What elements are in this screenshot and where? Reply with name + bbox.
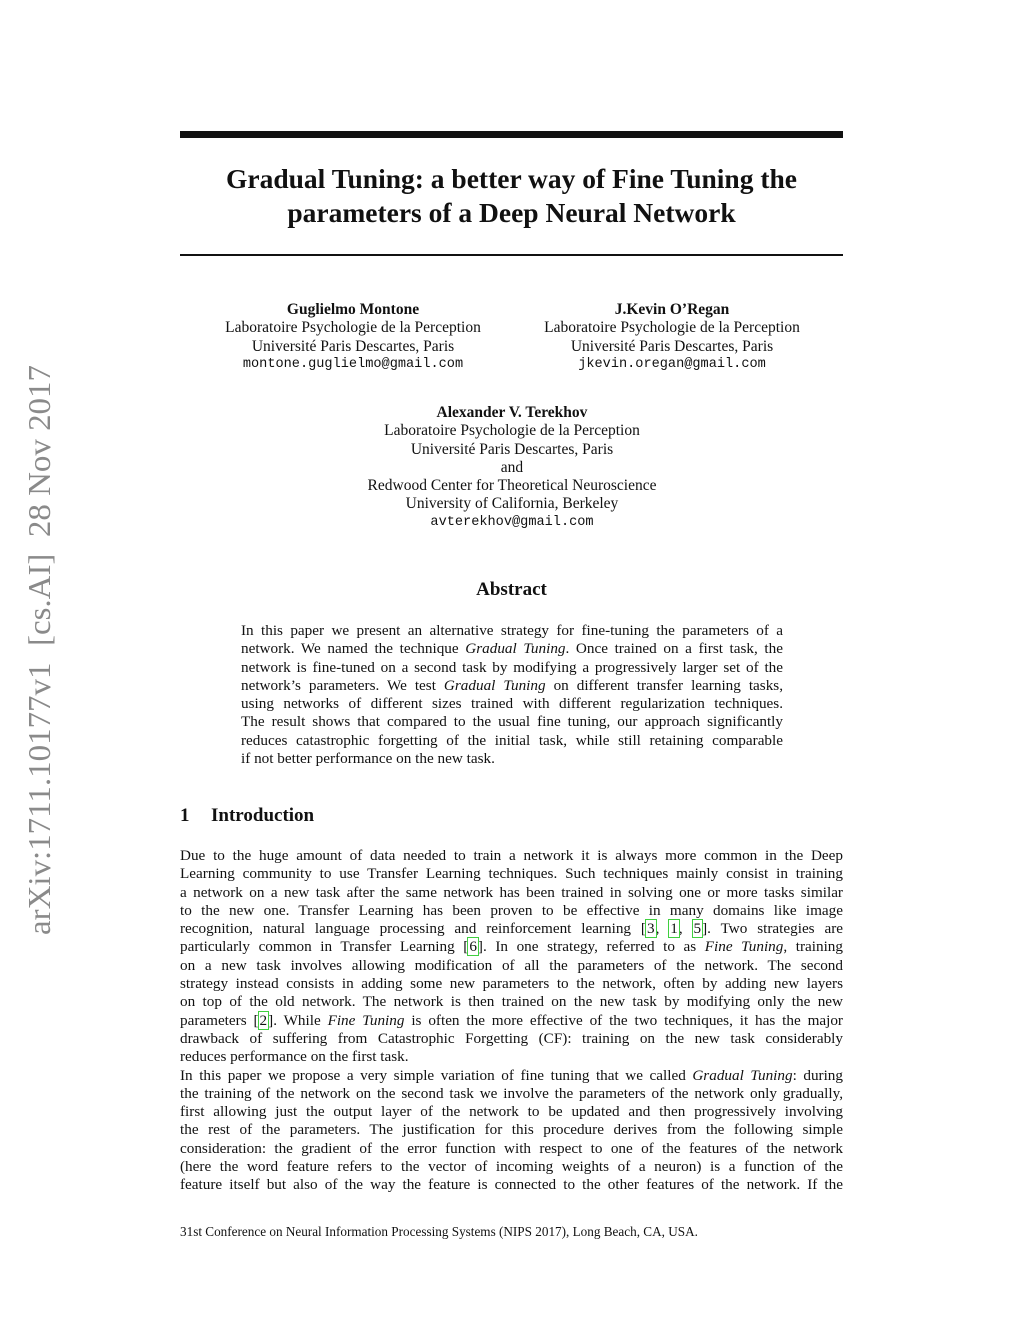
text-line: network’s parameters. We test Gradual Tuning on different transfer learning tasks, <box>241 676 784 694</box>
text-line: network. We named the technique Gradual Tuning. Once trained on a first task, the <box>241 640 783 658</box>
text-line: Learning community to use Transfer Learning techniques. Such techniques mainly consist in training <box>180 865 843 883</box>
citation-link[interactable]: 5 <box>693 920 702 938</box>
arxiv-stamp-svg <box>20 360 60 940</box>
text-line: drawback of suffering from Catastrophic Forgetting (CF): training on the new task considerably <box>180 1029 843 1047</box>
text-line: the training of the network on the second task we involve the parameters of the network only gradually, <box>180 1084 843 1102</box>
author-block-montone <box>203 301 503 374</box>
author-affiliation: Laboratoire Psychologie de la Perception <box>384 422 640 440</box>
citation-link[interactable]: 1 <box>670 920 678 938</box>
text-line: Due to the huge amount of data needed to train a network it is always more common in the Deep <box>180 847 843 864</box>
author-name: J.Kevin O’Regan <box>614 301 730 318</box>
text-line: (here the word feature refers to the vector of incoming weights of a neuron) is a function of the <box>180 1158 843 1176</box>
emphasized-term: Fine Tuning <box>704 938 784 956</box>
abstract-heading: Abstract <box>476 579 547 600</box>
text-line: reduces catastrophic forgetting of the initial task, while still retaining comparable <box>241 731 783 749</box>
text-line: to the new one. Transfer Learning has been proven to be effective in many domains like image <box>180 901 843 919</box>
text-line: reduces performance on the first task. <box>180 1048 409 1066</box>
title-top-rule <box>180 131 843 138</box>
author-affiliation: Laboratoire Psychologie de la Perception <box>544 319 800 337</box>
emphasized-term: Gradual Tuning <box>443 676 546 694</box>
author-name: Guglielmo Montone <box>286 301 420 318</box>
author-affiliation: Redwood Center for Theoretical Neuroscience <box>367 477 657 495</box>
arxiv-stamp-text: arXiv:1711.10177v1 [cs.AI] 28 Nov 2017 <box>22 390 57 935</box>
conference-footnote: 31st Conference on Neural Information Processing Systems (NIPS 2017), Long Beach, CA, USA. <box>180 1224 698 1239</box>
text-line: feature itself but also of the way the feature is connected to the other features of the network. If the <box>180 1176 843 1194</box>
emphasized-term: Gradual Tuning <box>465 640 566 658</box>
author-email: avterekhov@gmail.com <box>430 514 594 530</box>
text-line: The result shows that compared to the usual fine tuning, our approach significantly <box>241 713 783 731</box>
title-line-1: Gradual Tuning: a better way of Fine Tuning the <box>225 163 797 194</box>
text-line: In this paper we propose a very simple variation of fine tuning that we called Gradual Tuning: during <box>180 1066 843 1084</box>
emphasized-term: Gradual Tuning <box>692 1066 793 1084</box>
author-affiliation: University of California, Berkeley <box>405 495 619 513</box>
title-bottom-rule <box>180 254 843 256</box>
introduction-body <box>180 847 843 1195</box>
abstract-body <box>241 622 783 768</box>
citation-link[interactable]: 3 <box>646 920 655 938</box>
text-line: particularly common in Transfer Learning [6]. In one strategy, referred to as Fine Tuning, training <box>180 938 843 956</box>
author-affiliation: Université Paris Descartes, Paris <box>251 337 455 355</box>
emphasized-term: Fine Tuning <box>327 1011 405 1029</box>
text-line: the rest of the parameters. The justification for this procedure derives from the following simple <box>180 1121 843 1139</box>
author-block-terekhov <box>312 404 712 532</box>
citation-link[interactable]: 6 <box>469 938 477 956</box>
text-line: a network on a new task after the same network has been trained in solving one or more tasks similar <box>180 883 843 901</box>
text-line: consideration: the gradient of the error function with respect to one of the features of the network <box>180 1139 843 1157</box>
citation-link[interactable]: 2 <box>259 1011 268 1029</box>
text-line: In this paper we present an alternative strategy for fine-tuning the parameters of a <box>241 622 783 639</box>
text-line: first allowing just the output layer of the network to be updated and then progressively involving <box>180 1103 843 1121</box>
text-line: parameters [2]. While Fine Tuning is often the more effective of the two techniques, it has the major <box>180 1011 843 1029</box>
author-name: Alexander V. Terekhov <box>436 404 588 421</box>
section-title: Introduction <box>211 805 315 826</box>
text-line: recognition, natural language processing and reinforcement learning [3, 1, 5]. Two strategies are <box>180 920 844 938</box>
text-line: strategy instead consists in adding some new parameters to the network, often by adding new layers <box>180 975 843 993</box>
section-number: 1 <box>180 805 190 826</box>
text-line: network is fine-tuned on a second task by modifying a progressively larger set of the <box>241 658 783 676</box>
title-line-2: parameters of a Deep Neural Network <box>287 197 736 228</box>
paper-title <box>180 162 843 230</box>
author-email: jkevin.oregan@gmail.com <box>578 356 766 372</box>
arxiv-identifier-stamp <box>20 360 60 940</box>
text-line: on top of the old network. The network is then trained on the new task by modifying only the new <box>180 993 843 1011</box>
text-line: if not better performance on the new task. <box>241 750 495 768</box>
section-heading-introduction <box>180 804 843 828</box>
text-line: on a new task involves allowing modification of all the parameters of the network. The second <box>180 956 843 974</box>
author-block-oregan <box>522 301 822 374</box>
author-email: montone.guglielmo@gmail.com <box>242 356 464 372</box>
author-affiliation: and <box>500 458 524 476</box>
author-affiliation: Laboratoire Psychologie de la Perception <box>225 319 481 337</box>
author-affiliation: Université Paris Descartes, Paris <box>570 337 774 355</box>
text-line: using networks of different sizes trained with different regularization techniques. <box>241 695 783 713</box>
author-affiliation: Université Paris Descartes, Paris <box>410 440 614 458</box>
